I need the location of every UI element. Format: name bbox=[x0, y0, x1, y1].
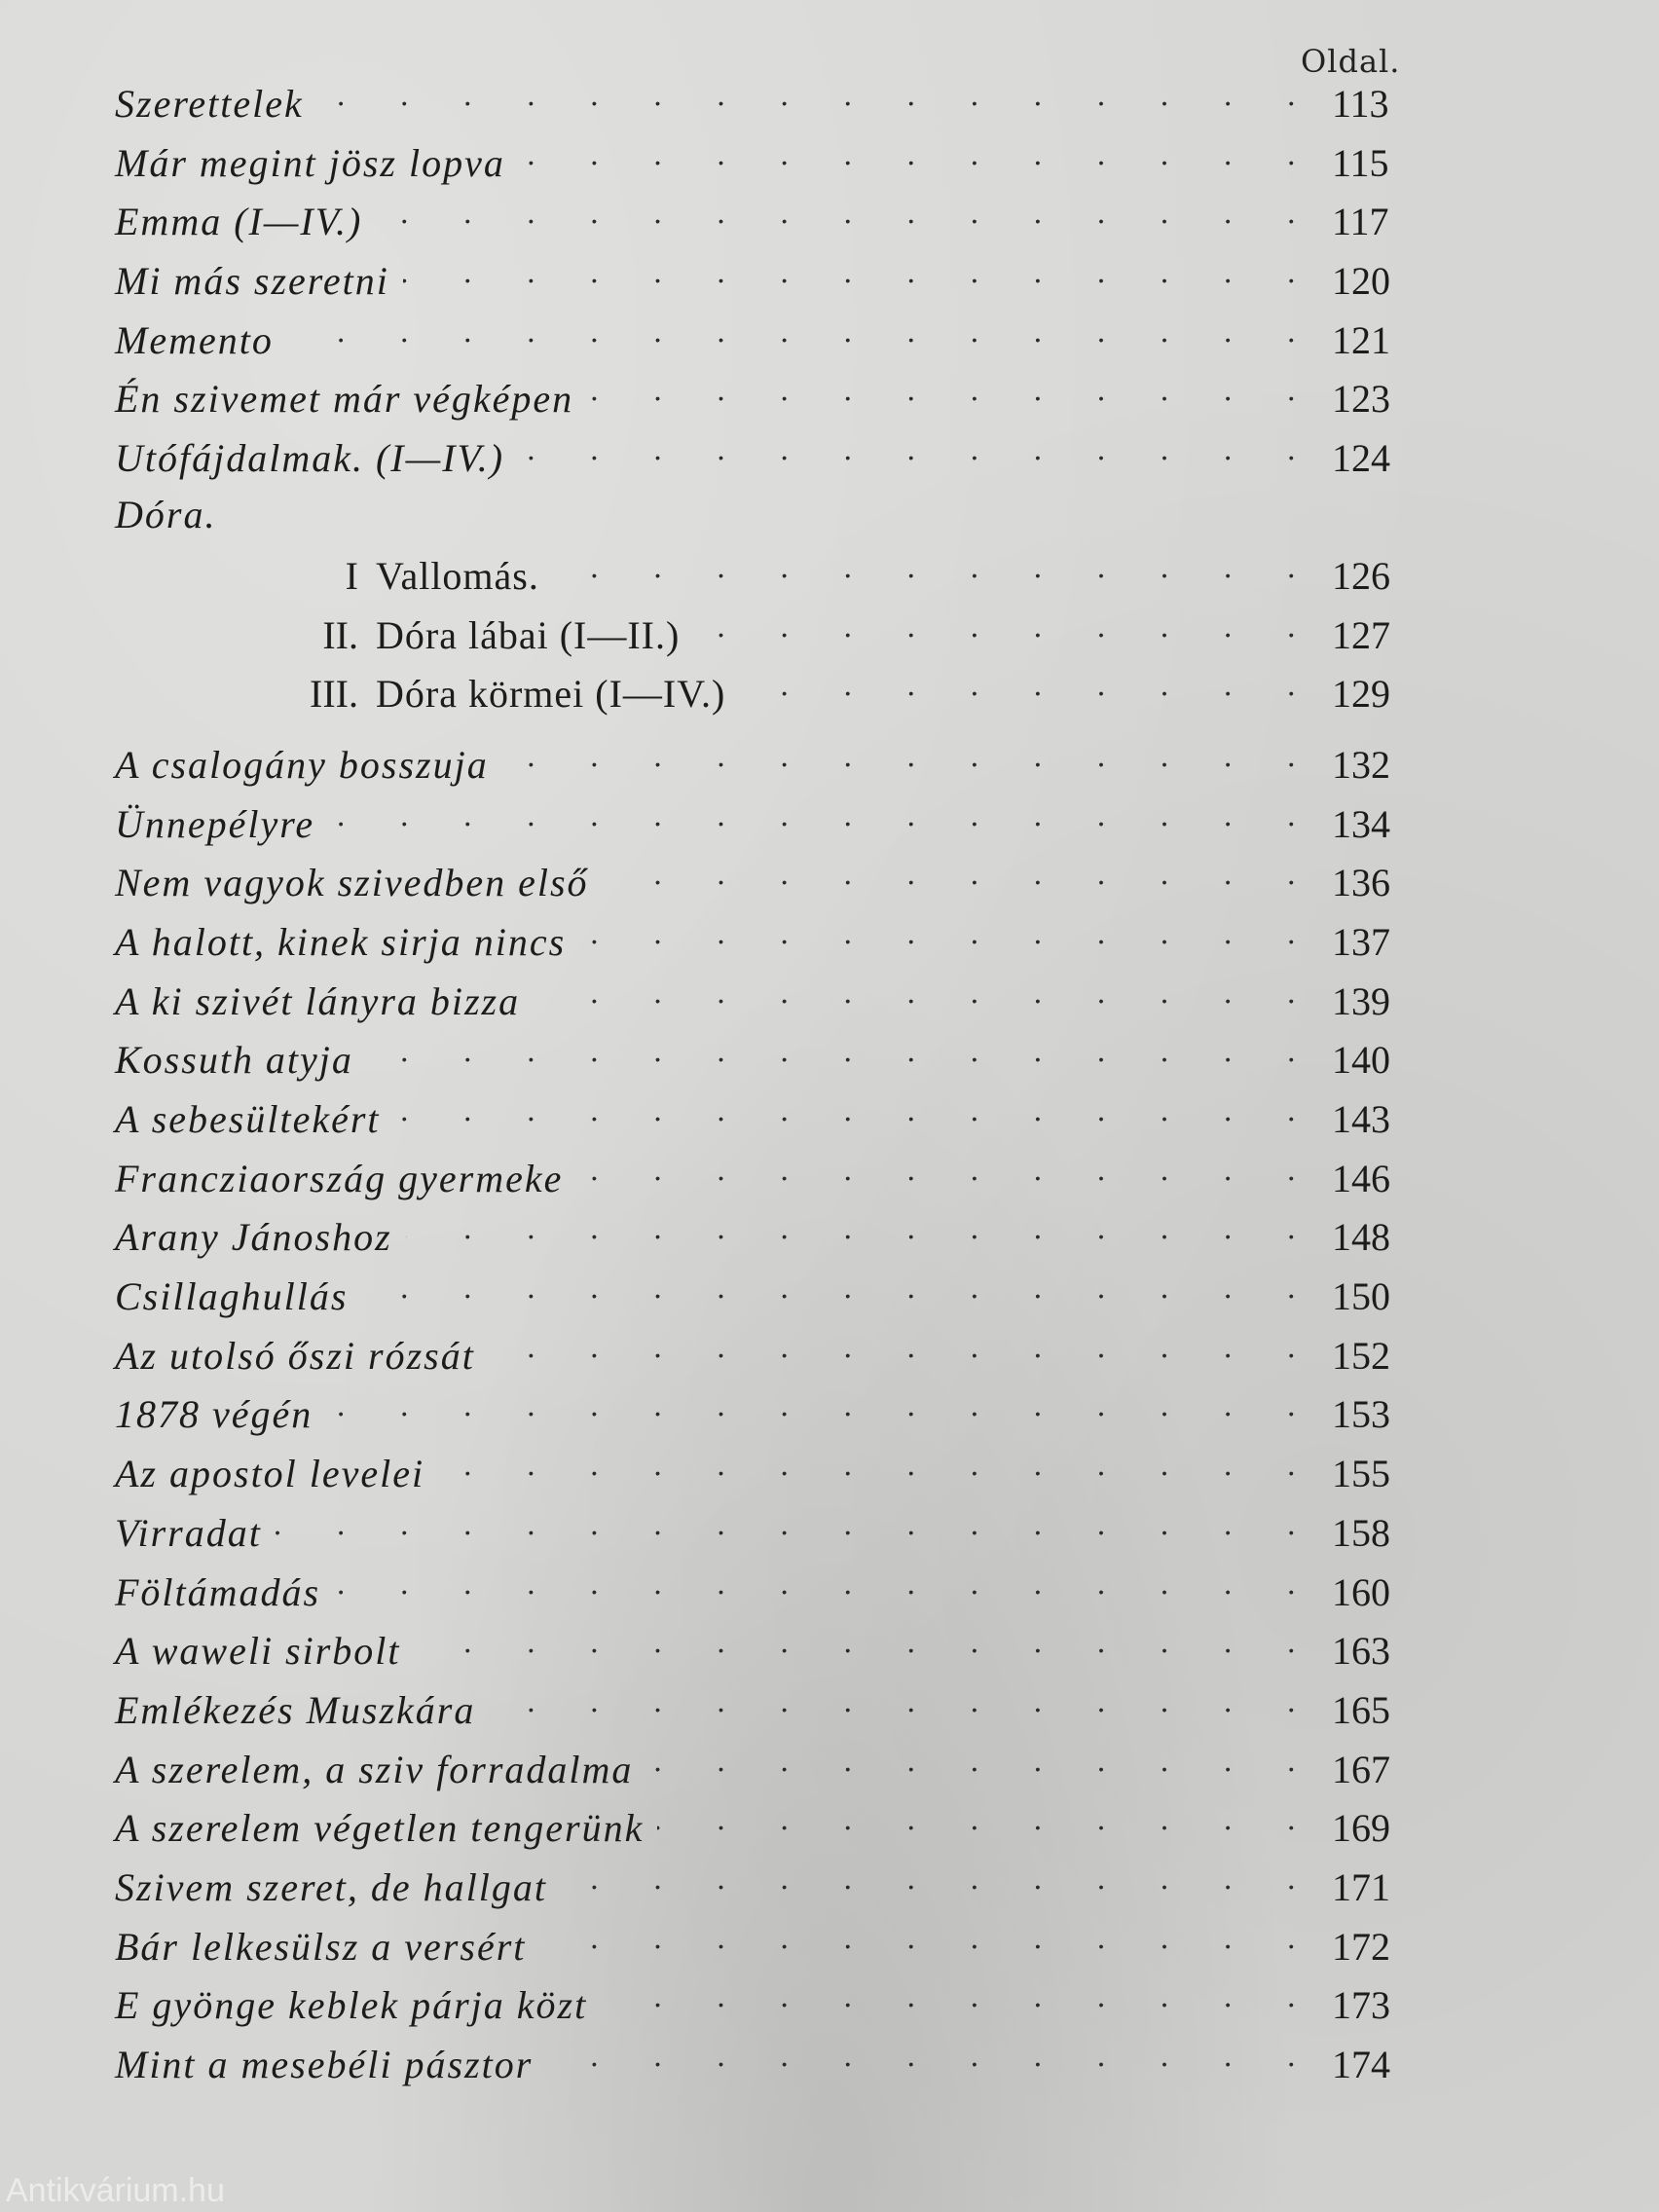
toc-entry-title: Kossuth atyja bbox=[115, 1038, 353, 1083]
toc-entry-page: 171 bbox=[1332, 1864, 1390, 1909]
toc-section-title: Dóra. bbox=[115, 492, 217, 536]
toc-entry-page: 150 bbox=[1332, 1274, 1390, 1319]
toc-entry bbox=[115, 976, 1410, 1035]
toc-entry-page: 143 bbox=[1332, 1097, 1390, 1141]
toc-entry-page: 153 bbox=[1332, 1392, 1390, 1437]
toc-entry bbox=[115, 373, 1410, 432]
table-of-contents bbox=[115, 78, 1410, 2098]
toc-entry-page: 132 bbox=[1332, 742, 1390, 787]
toc-subentry-page: 127 bbox=[1332, 612, 1390, 657]
toc-entry-page: 163 bbox=[1332, 1629, 1390, 1674]
toc-entry-title: Arany Jánoshoz bbox=[115, 1215, 392, 1260]
toc-entry-page: 139 bbox=[1332, 978, 1390, 1023]
dot-leader bbox=[406, 1211, 1318, 1250]
toc-entry-title: Nem vagyok szivedben első bbox=[115, 861, 589, 905]
dot-leader bbox=[415, 1625, 1318, 1664]
toc-entry-page: 134 bbox=[1332, 801, 1390, 846]
toc-subentry bbox=[115, 609, 1410, 669]
toc-entry-page: 167 bbox=[1332, 1747, 1390, 1791]
toc-entry bbox=[115, 137, 1410, 197]
toc-subentry-number: III. bbox=[310, 672, 358, 717]
dot-leader bbox=[534, 976, 1318, 1014]
toc-entry-page: 136 bbox=[1332, 861, 1390, 905]
toc-subentry bbox=[115, 668, 1410, 727]
dot-leader bbox=[601, 1979, 1318, 2018]
toc-entry-title: Virradat bbox=[115, 1510, 262, 1555]
dot-leader bbox=[317, 78, 1318, 117]
toc-entry-title: Szivem szeret, de hallgat bbox=[115, 1864, 548, 1909]
toc-entry-page: 120 bbox=[1332, 259, 1390, 304]
toc-entry-page: 137 bbox=[1332, 919, 1390, 964]
toc-section-heading bbox=[115, 492, 1410, 550]
toc-entry-page: 169 bbox=[1332, 1806, 1390, 1851]
toc-entry bbox=[115, 1153, 1410, 1212]
toc-entry bbox=[115, 798, 1410, 858]
toc-entry bbox=[115, 916, 1410, 976]
toc-entry-title: Emlékezés Muszkára bbox=[115, 1687, 476, 1732]
toc-subentry-title: Dóra körmei (I—IV.) bbox=[376, 672, 726, 717]
dot-leader bbox=[326, 1388, 1318, 1427]
toc-entry-page: 146 bbox=[1332, 1156, 1390, 1200]
dot-leader bbox=[693, 609, 1318, 648]
toc-entry-page: 123 bbox=[1332, 377, 1390, 422]
toc-entry bbox=[115, 196, 1410, 255]
dot-leader bbox=[438, 1448, 1318, 1487]
toc-entry-page: 121 bbox=[1332, 317, 1390, 362]
toc-entry bbox=[115, 1625, 1410, 1684]
toc-entry-title: Én szivemet már végképen bbox=[115, 377, 574, 422]
toc-entry-title: A sebesültekért bbox=[115, 1097, 381, 1141]
toc-entry-title: Ünnepélyre bbox=[115, 801, 315, 846]
toc-entry bbox=[115, 1034, 1410, 1093]
toc-entry-page: 140 bbox=[1332, 1038, 1390, 1083]
toc-entry-title: Emma (I—IV.) bbox=[115, 200, 363, 244]
watermark: Antikvárium.hu bbox=[6, 2172, 225, 2209]
dot-leader bbox=[502, 739, 1318, 778]
toc-entry-title: A halott, kinek sirja nincs bbox=[115, 919, 567, 964]
dot-leader bbox=[553, 550, 1318, 589]
toc-entry-title: Mi más szeretni bbox=[115, 259, 389, 304]
toc-subentry-title: Dóra lábai (I—II.) bbox=[376, 612, 681, 657]
dot-leader bbox=[489, 1684, 1318, 1723]
toc-entry bbox=[115, 1330, 1410, 1389]
dot-leader bbox=[334, 1567, 1318, 1605]
toc-entry bbox=[115, 1211, 1410, 1271]
dot-leader bbox=[546, 2039, 1318, 2078]
toc-entry-page: 117 bbox=[1332, 200, 1389, 244]
toc-subentry-page: 126 bbox=[1332, 553, 1390, 598]
toc-entry-title: Memento bbox=[115, 317, 274, 362]
toc-entry-title: A ki szivét lányra bizza bbox=[115, 978, 521, 1023]
toc-entry bbox=[115, 1802, 1410, 1862]
toc-entry bbox=[115, 857, 1410, 916]
toc-subentry-title: Vallomás. bbox=[376, 553, 539, 598]
toc-entry-page: 174 bbox=[1332, 2043, 1390, 2086]
toc-entry bbox=[115, 1567, 1410, 1626]
toc-entry bbox=[115, 1744, 1410, 1803]
dot-leader bbox=[361, 1271, 1318, 1309]
toc-entry-title: Föltámadás bbox=[115, 1569, 321, 1614]
toc-entry-page: 160 bbox=[1332, 1569, 1390, 1614]
toc-entry-title: Már megint jösz lopva bbox=[115, 140, 505, 185]
toc-entry-title: Csillaghullás bbox=[115, 1274, 349, 1319]
toc-entry-title: Szerettelek bbox=[115, 82, 304, 126]
dot-leader bbox=[489, 1330, 1318, 1369]
toc-entry-page: 113 bbox=[1332, 82, 1389, 126]
dot-leader bbox=[519, 137, 1318, 176]
dot-leader bbox=[603, 857, 1318, 896]
toc-entry bbox=[115, 1093, 1410, 1153]
toc-entry-page: 148 bbox=[1332, 1215, 1390, 1260]
toc-entry-page: 172 bbox=[1332, 1924, 1390, 1969]
toc-subentry bbox=[115, 550, 1410, 609]
toc-entry-page: 173 bbox=[1332, 1983, 1390, 2028]
dot-leader bbox=[403, 255, 1318, 294]
toc-entry-page: 124 bbox=[1332, 436, 1390, 481]
toc-entry-title: A csalogány bosszuja bbox=[115, 742, 489, 787]
toc-entry bbox=[115, 1448, 1410, 1507]
toc-entry bbox=[115, 739, 1410, 798]
toc-subentry-page: 129 bbox=[1332, 672, 1390, 717]
toc-entry-title: Bár lelkesülsz a versért bbox=[115, 1924, 527, 1969]
toc-entry bbox=[115, 1979, 1410, 2039]
toc-entry bbox=[115, 1862, 1410, 1921]
toc-entry-title: A szerelem végetlen tengerünk bbox=[115, 1806, 645, 1851]
toc-entry-title: Francziaország gyermeke bbox=[115, 1156, 564, 1200]
dot-leader bbox=[287, 314, 1318, 353]
toc-entry bbox=[115, 1271, 1410, 1330]
dot-leader bbox=[539, 1921, 1318, 1960]
dot-leader bbox=[579, 916, 1318, 955]
toc-entry-page: 158 bbox=[1332, 1510, 1390, 1555]
dot-leader bbox=[376, 196, 1318, 235]
dot-leader bbox=[394, 1093, 1318, 1132]
toc-entry-title: 1878 végén bbox=[115, 1392, 313, 1437]
dot-leader bbox=[576, 1153, 1318, 1192]
toc-entry-title: E gyönge keblek párja közt bbox=[115, 1983, 588, 2028]
toc-entry-title: Az apostol levelei bbox=[115, 1452, 425, 1496]
page-column-header: Oldal. bbox=[1301, 43, 1401, 80]
toc-entry bbox=[115, 1388, 1410, 1448]
toc-entry-page: 155 bbox=[1332, 1452, 1390, 1496]
dot-leader bbox=[328, 798, 1318, 837]
dot-leader bbox=[518, 432, 1318, 471]
toc-subentry-number: I bbox=[345, 553, 358, 598]
toc-entry bbox=[115, 1507, 1410, 1567]
toc-entry-title: A szerelem, a sziv forradalma bbox=[115, 1747, 634, 1791]
toc-entry bbox=[115, 432, 1410, 492]
toc-entry bbox=[115, 78, 1410, 137]
toc-entry-title: Mint a mesebéli pásztor bbox=[115, 2043, 534, 2086]
toc-entry-page: 115 bbox=[1332, 140, 1389, 185]
dot-leader bbox=[739, 668, 1318, 707]
toc-subentry-number: II. bbox=[322, 612, 358, 657]
toc-entry bbox=[115, 2039, 1410, 2098]
toc-entry-title: A waweli sirbolt bbox=[115, 1629, 401, 1674]
toc-entry bbox=[115, 1921, 1410, 1980]
toc-entry-title: Utófájdalmak. (I—IV.) bbox=[115, 436, 505, 481]
toc-entry-page: 152 bbox=[1332, 1333, 1390, 1378]
toc-entry-title: Az utolsó őszi rózsát bbox=[115, 1333, 475, 1378]
dot-leader bbox=[276, 1507, 1318, 1546]
dot-leader bbox=[367, 1034, 1318, 1073]
toc-entry bbox=[115, 1684, 1410, 1744]
dot-leader bbox=[657, 1802, 1318, 1841]
dot-leader bbox=[561, 1862, 1318, 1900]
dot-leader bbox=[646, 1744, 1318, 1783]
dot-leader bbox=[587, 373, 1318, 412]
toc-entry bbox=[115, 314, 1410, 374]
toc-entry-page: 165 bbox=[1332, 1687, 1390, 1732]
toc-entry bbox=[115, 255, 1410, 314]
